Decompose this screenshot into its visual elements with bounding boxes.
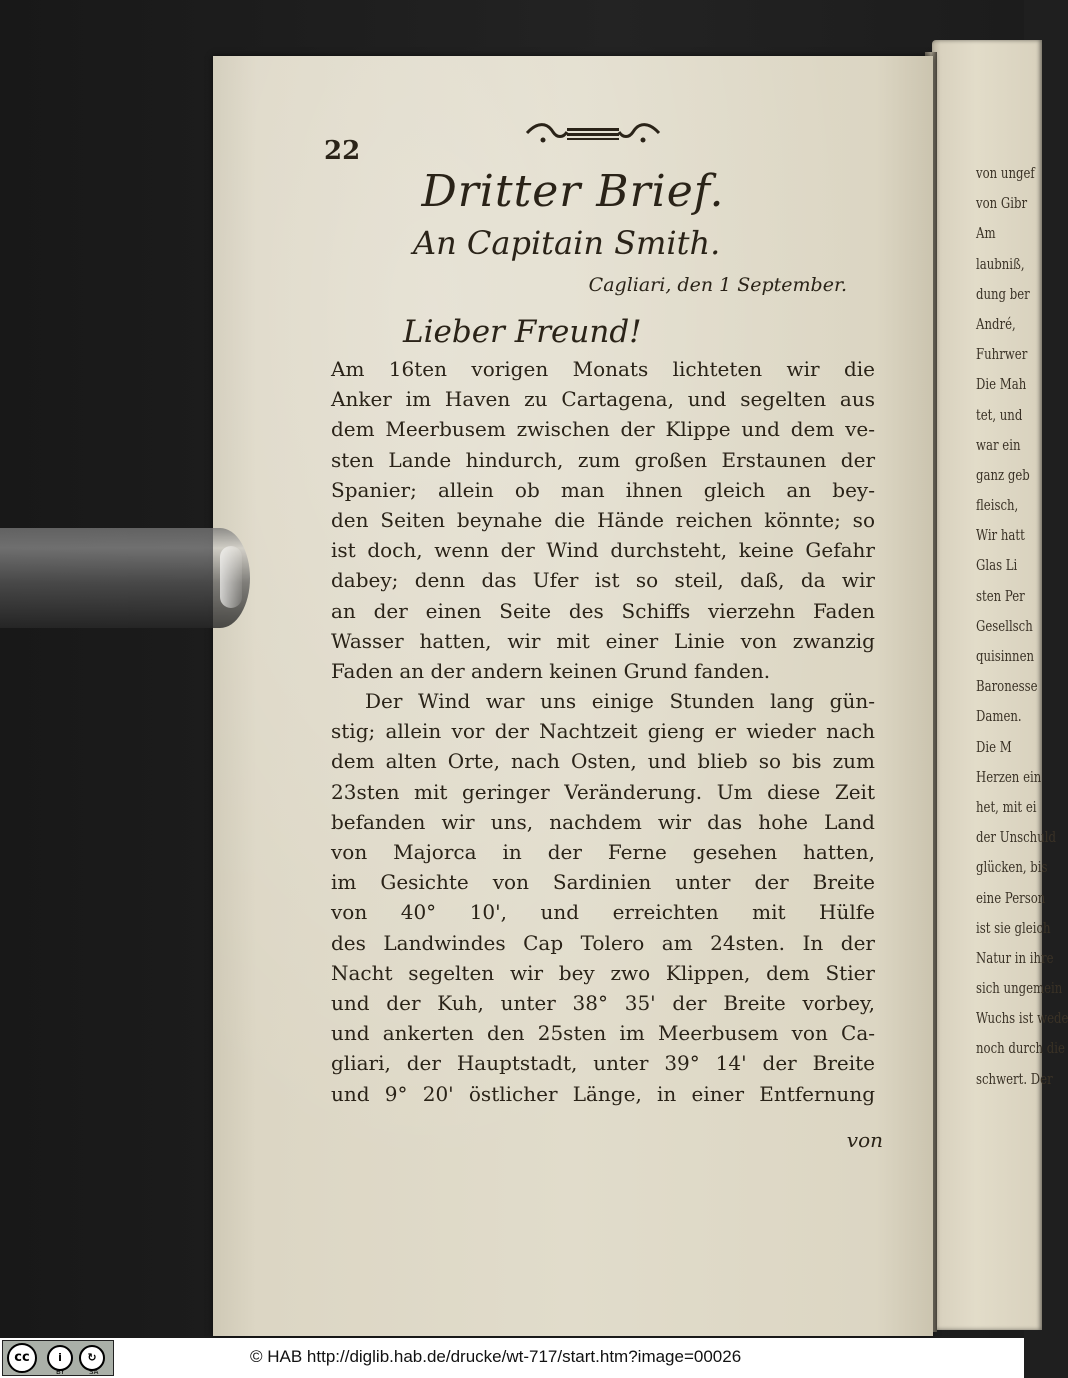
glass-page-holder	[0, 528, 250, 628]
next-page-line: von Gibr	[976, 194, 1028, 213]
next-page-line: Natur in ihre	[976, 948, 1054, 967]
text-line: Wasser hatten, wir mit einer Linie von zwanzig	[331, 628, 875, 653]
text-line: ist doch, wenn der Wind durchsteht, keine Gefahr	[331, 538, 875, 563]
next-page-line: Baronesse	[976, 677, 1038, 696]
next-page-line: Die M	[976, 737, 1012, 756]
next-page-line: Die Mah	[976, 375, 1027, 394]
text-line: Am 16ten vorigen Monats lichteten wir die	[331, 357, 875, 381]
book-page	[213, 56, 933, 1336]
text-line: des Landwindes Cap Tolero am 24sten. In der	[331, 930, 875, 955]
salutation: Lieber Freund!	[403, 314, 642, 350]
next-page-line: sich ungemein	[976, 979, 1063, 998]
next-page-line: Herzen ein	[976, 767, 1042, 786]
next-page-line: het, mit ei	[976, 797, 1037, 816]
text-line: befanden wir uns, nachdem wir das hohe Land	[331, 809, 875, 834]
by-icon: i	[47, 1345, 73, 1371]
cc-icon: cc	[7, 1343, 37, 1373]
next-page-text	[976, 158, 1068, 1094]
next-page-line: Glas Li	[976, 556, 1018, 575]
next-page-line: noch durch die	[976, 1039, 1065, 1058]
text-line: gliari, der Hauptstadt, unter 39° 14' der Breite	[331, 1051, 875, 1076]
dateline: Cagliari, den 1 September.	[588, 274, 847, 296]
next-page-line: sten Per	[976, 586, 1025, 605]
text-line: dem alten Orte, nach Osten, und blieb so bis zum	[331, 749, 875, 774]
license-badge[interactable]	[2, 1340, 114, 1376]
next-page	[932, 40, 1068, 1330]
next-page-line: André,	[976, 314, 1016, 333]
next-page-line: von ungef	[976, 164, 1035, 182]
text-line: Der Wind war uns einige Stunden lang gün-	[365, 689, 875, 714]
next-page-line: glücken, bis	[976, 858, 1048, 877]
text-line: dabey; denn das Ufer ist so steil, daß, da wir	[331, 568, 875, 593]
text-line: und der Kuh, unter 38° 35' der Breite vorbey,	[331, 990, 875, 1015]
next-page-line: Fuhrwer	[976, 345, 1028, 364]
credit-link[interactable]: © HAB http://diglib.hab.de/drucke/wt-717/start.htm?image=00026	[250, 1347, 742, 1366]
text-line: den Seiten beynahe die Hände reichen könnte; so	[331, 507, 875, 532]
next-page-line: ist sie gleich	[976, 918, 1051, 937]
next-page-line: fleisch,	[976, 496, 1019, 515]
text-line: stig; allein vor der Nachtzeit gieng er wieder nach	[331, 719, 875, 744]
next-page-line: ganz geb	[976, 465, 1030, 484]
page-number: 22	[324, 136, 361, 166]
next-page-line: eine Person	[976, 888, 1046, 907]
next-page-line: Wir hatt	[976, 526, 1025, 545]
next-page-line: Wuchs ist wede	[976, 1009, 1068, 1028]
next-page-line: dung ber	[976, 284, 1030, 303]
next-page-line: Am	[976, 224, 996, 243]
next-page-line: laubniß,	[976, 254, 1025, 273]
catchword: von	[846, 1128, 883, 1152]
text-line: Nacht segelten wir bey zwo Klippen, dem Stier	[331, 960, 875, 985]
body-text	[331, 354, 875, 1109]
by-label: BY	[56, 1368, 65, 1376]
text-line: und 9° 20' östlicher Länge, in einer Entfernung	[331, 1081, 875, 1106]
text-line: im Gesichte von Sardinien unter der Breite	[331, 870, 875, 895]
text-line: und ankerten den 25sten im Meerbusem von Ca-	[331, 1021, 875, 1046]
text-line: Anker im Haven zu Cartagena, und segelten aus	[331, 387, 875, 412]
sa-label: SA	[89, 1368, 99, 1376]
text-line: dem Meerbusem zwischen der Klippe und dem ve-	[331, 417, 875, 442]
footer	[0, 1338, 1024, 1378]
text-line: 23sten mit geringer Veränderung. Um diese Zeit	[331, 779, 875, 804]
text-line: an der einen Seite des Schiffs vierzehn Faden	[331, 598, 875, 623]
sa-icon: ↻	[79, 1345, 105, 1371]
letter-recipient: An Capitain Smith.	[413, 224, 721, 262]
next-page-line: der Unschuld	[976, 828, 1056, 847]
next-page-line: war ein	[976, 435, 1021, 454]
text-line: Faden an der andern keinen Grund fanden.	[331, 658, 771, 683]
next-page-line: Damen.	[976, 707, 1022, 726]
letter-title: Dritter Brief.	[421, 166, 725, 217]
next-page-line: tet, und	[976, 405, 1023, 424]
next-page-line: schwert. Der	[976, 1069, 1053, 1088]
text-line: Spanier; allein ob man ihnen gleich an bey-	[331, 477, 875, 502]
next-page-line: quisinnen	[976, 647, 1035, 665]
text-line: von 40° 10', und erreichten mit Hülfe	[331, 900, 875, 925]
ornament-icon	[523, 120, 663, 146]
text-line: sten Lande hindurch, zum großen Erstaunen der	[331, 447, 875, 472]
next-page-line: Gesellsch	[976, 616, 1033, 635]
text-line: von Majorca in der Ferne gesehen hatten,	[331, 840, 875, 864]
